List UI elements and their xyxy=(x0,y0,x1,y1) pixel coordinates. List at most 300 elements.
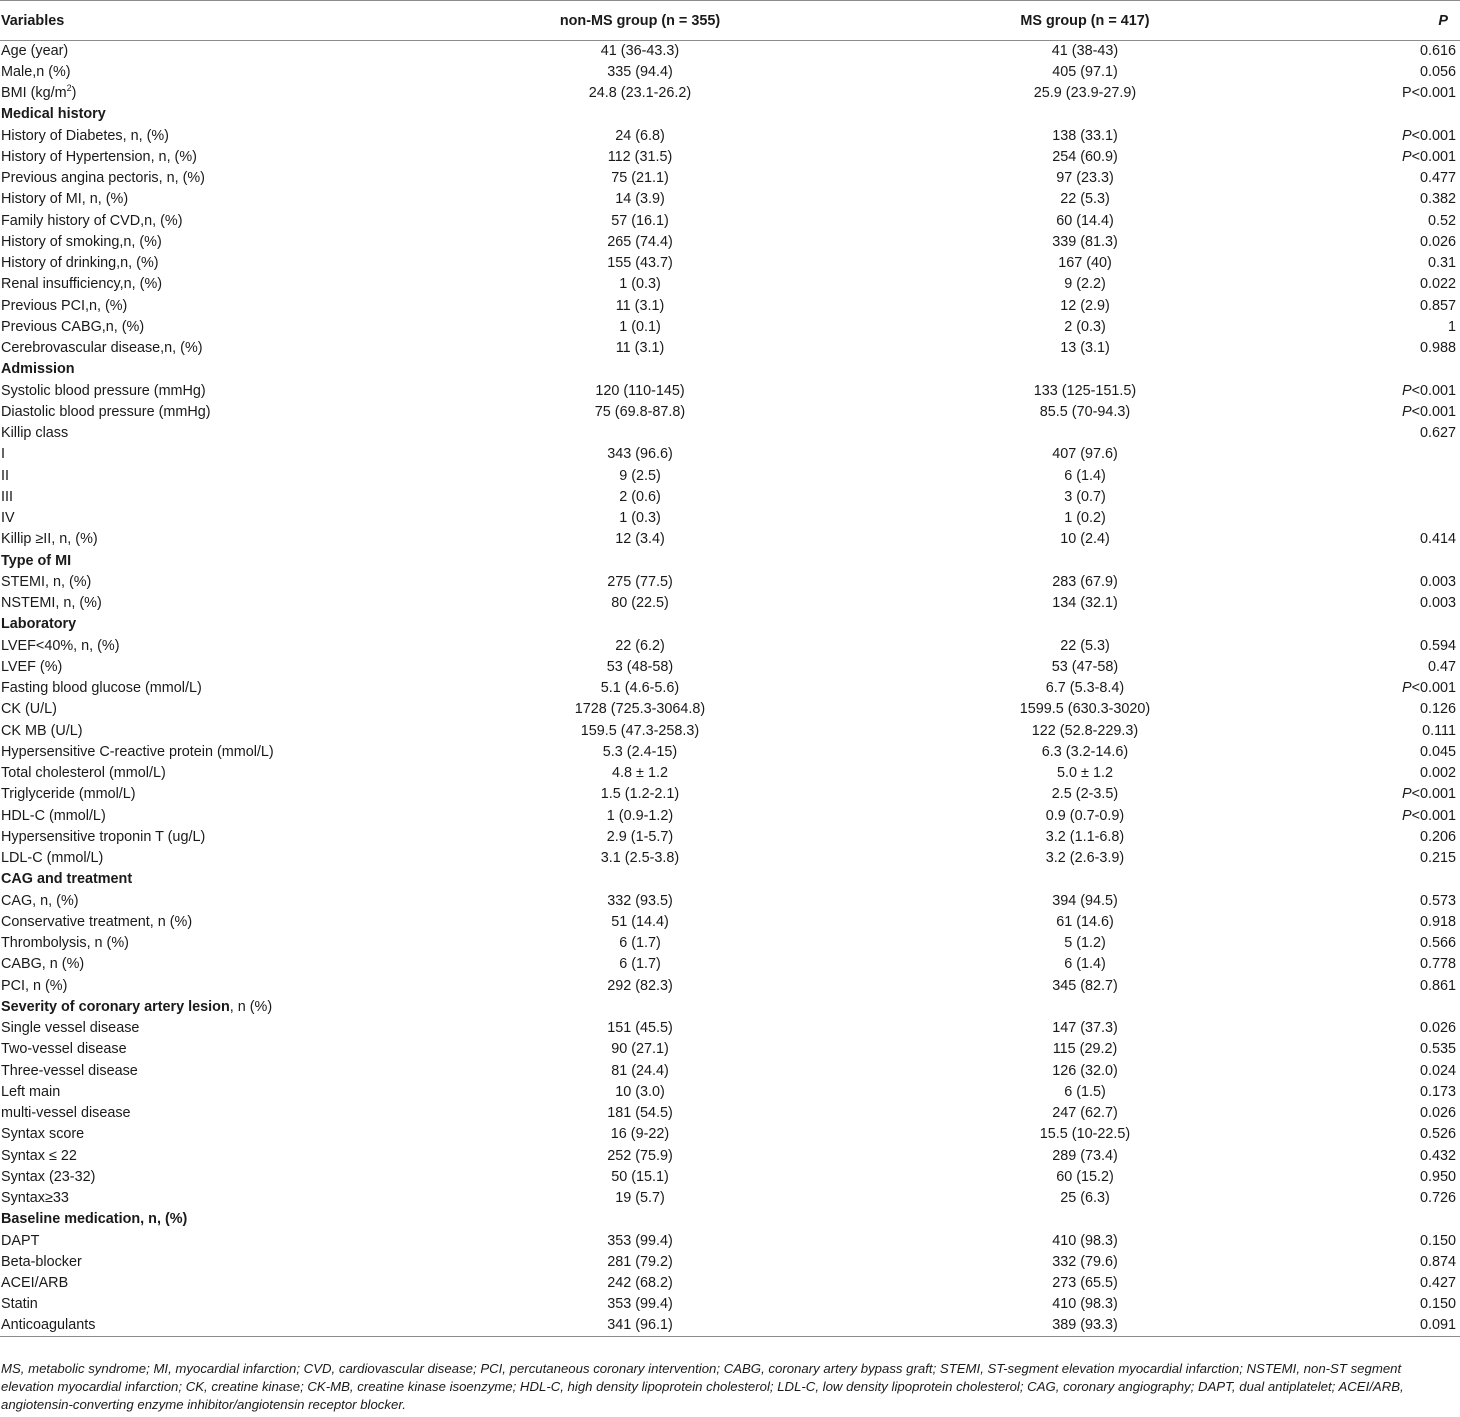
variable-label-text: Thrombolysis, n (%) xyxy=(1,935,129,952)
variable-label-text: IV xyxy=(1,510,15,527)
table-row xyxy=(0,954,1460,975)
table-row xyxy=(0,211,1460,232)
ms-value: 147 (37.3) xyxy=(1052,1020,1118,1037)
variable-label-text: Age (year) xyxy=(1,42,69,59)
variable-label xyxy=(0,784,410,805)
variable-label-text: Syntax score xyxy=(1,1126,85,1143)
table-row xyxy=(0,381,1460,402)
ms-value: 332 (79.6) xyxy=(1052,1253,1118,1270)
non-ms-value: 275 (77.5) xyxy=(607,573,673,590)
variable-label xyxy=(0,296,410,317)
p-symbol: P xyxy=(1401,807,1412,824)
section-row xyxy=(0,551,1460,572)
variable-label-text: Syntax≥33 xyxy=(1,1190,69,1207)
table-row xyxy=(0,232,1460,253)
variable-label-text: Diastolic blood pressure (mmHg) xyxy=(1,403,211,420)
header-variables: Variables xyxy=(0,1,410,41)
section-heading xyxy=(0,614,1460,635)
variable-label-text: CABG, n (%) xyxy=(1,956,85,973)
section-title: Type of MI xyxy=(1,552,72,569)
non-ms-value: 353 (99.4) xyxy=(607,1296,673,1313)
variable-label-text: Hypersensitive troponin T (ug/L) xyxy=(1,828,206,845)
ms-value: 5.0 ± 1.2 xyxy=(1057,765,1113,782)
header-p-value: P xyxy=(1300,1,1460,41)
ms-value: 22 (5.3) xyxy=(1060,191,1110,208)
ms-value: 3.2 (1.1-6.8) xyxy=(1045,828,1125,845)
table-row xyxy=(0,827,1460,848)
table-row xyxy=(0,912,1460,933)
p-value: 0.950 xyxy=(1419,1168,1456,1185)
section-row xyxy=(0,997,1460,1018)
ms-value: 60 (15.2) xyxy=(1056,1168,1114,1185)
ms-value: 53 (47-58) xyxy=(1051,658,1119,675)
p-value: 0.056 xyxy=(1419,63,1456,80)
non-ms-value: 242 (68.2) xyxy=(607,1275,673,1292)
ms-value xyxy=(870,423,1300,444)
variable-label xyxy=(0,1273,410,1294)
non-ms-value: 1 (0.9-1.2) xyxy=(606,807,674,824)
non-ms-value: 159.5 (47.3-258.3) xyxy=(580,722,700,739)
variable-label-text: III xyxy=(1,488,13,505)
ms-value: 61 (14.6) xyxy=(1056,913,1114,930)
non-ms-value: 5.1 (4.6-5.6) xyxy=(600,680,680,697)
non-ms-value: 22 (6.2) xyxy=(615,637,665,654)
table-footnote: MS, metabolic syndrome; MI, myocardial infarction; CVD, cardiovascular disease; PCI, percutaneous coronary intervention; CABG, coronary artery bypass graft; STEMI, ST-segment elevation myocardial infarction; NSTEMI, non-ST segment elevation myocardial infarction; CK, creatine kinase; CK-MB, creatine kinase isoenzyme; HDL-C, high density lipoprotein cholesterol; LDL-C, low density lipoprotein cholesterol; CAG, coronary angiography; DAPT, dual antiplatelet; ACEI/ARB, angiotensin-converting enzyme inhibitor/angiotensin receptor blocker. xyxy=(1,1361,1404,1412)
non-ms-value: 112 (31.5) xyxy=(607,148,673,165)
variable-label-text: Fasting blood glucose (mmol/L) xyxy=(1,680,202,697)
section-heading xyxy=(0,551,1460,572)
p-value: 0.477 xyxy=(1419,170,1456,187)
variable-label xyxy=(0,211,410,232)
table-row xyxy=(0,1273,1460,1294)
variable-label xyxy=(0,381,410,402)
non-ms-value: 120 (110-145) xyxy=(595,382,685,399)
variable-label-text: Total cholesterol (mmol/L) xyxy=(1,765,166,782)
p-value: P<0.001 xyxy=(1401,148,1456,165)
variable-label-text: Two-vessel disease xyxy=(1,1041,127,1058)
variable-label-text: Hypersensitive C-reactive protein (mmol/L) xyxy=(1,743,274,760)
table-header-row xyxy=(0,1,1460,41)
table-row xyxy=(0,806,1460,827)
table-row xyxy=(0,1146,1460,1167)
non-ms-value: 1.5 (1.2-2.1) xyxy=(600,786,680,803)
p-value: 0.022 xyxy=(1419,276,1456,293)
section-title: Admission xyxy=(1,361,75,378)
p-value: 0.616 xyxy=(1419,42,1456,59)
non-ms-value: 24 (6.8) xyxy=(615,127,665,144)
table-row xyxy=(0,721,1460,742)
ms-value: 6.7 (5.3-8.4) xyxy=(1045,680,1125,697)
non-ms-value xyxy=(410,423,870,444)
ms-value: 1 (0.2) xyxy=(1064,510,1106,527)
non-ms-value: 75 (69.8-87.8) xyxy=(594,403,686,420)
ms-value: 134 (32.1) xyxy=(1052,595,1118,612)
ms-value: 0.9 (0.7-0.9) xyxy=(1045,807,1125,824)
variable-label-text: History of drinking,n, (%) xyxy=(1,255,159,272)
p-value: 0.414 xyxy=(1419,531,1456,548)
section-row xyxy=(0,614,1460,635)
variable-label xyxy=(0,806,410,827)
table-row xyxy=(0,466,1460,487)
ms-value: 138 (33.1) xyxy=(1052,127,1118,144)
non-ms-value: 343 (96.6) xyxy=(607,446,673,463)
non-ms-value: 1 (0.3) xyxy=(619,510,661,527)
section-heading xyxy=(0,1209,1460,1230)
non-ms-value: 11 (3.1) xyxy=(615,340,665,357)
variable-label xyxy=(0,572,410,593)
variable-label-text: History of Hypertension, n, (%) xyxy=(1,148,197,165)
p-value: 0.31 xyxy=(1427,255,1456,272)
variable-label-text: History of Diabetes, n, (%) xyxy=(1,127,169,144)
table-row xyxy=(0,1231,1460,1252)
variable-label-text: II xyxy=(1,467,9,484)
non-ms-value: 3.1 (2.5-3.8) xyxy=(600,850,680,867)
ms-value: 85.5 (70-94.3) xyxy=(1039,403,1131,420)
variable-label xyxy=(0,41,410,62)
non-ms-value: 1 (0.3) xyxy=(619,276,661,293)
variable-label-text: LVEF (%) xyxy=(1,658,63,675)
ms-value: 6 (1.4) xyxy=(1064,956,1106,973)
section-row xyxy=(0,104,1460,125)
p-value: 0.206 xyxy=(1419,828,1456,845)
ms-value: 2.5 (2-3.5) xyxy=(1051,786,1119,803)
p-value: 0.594 xyxy=(1419,637,1456,654)
variable-label xyxy=(0,466,410,487)
variable-label-text: HDL-C (mmol/L) xyxy=(1,807,106,824)
p-value xyxy=(1300,487,1460,508)
p-value: 0.026 xyxy=(1419,1105,1456,1122)
p-value: 0.47 xyxy=(1427,658,1456,675)
ms-value: 410 (98.3) xyxy=(1052,1296,1118,1313)
p-value: P<0.001 xyxy=(1401,127,1456,144)
p-symbol: P xyxy=(1401,127,1412,144)
non-ms-value: 151 (45.5) xyxy=(607,1020,673,1037)
variable-label xyxy=(0,636,410,657)
variable-label xyxy=(0,1188,410,1209)
variable-label xyxy=(0,1146,410,1167)
ms-value: 405 (97.1) xyxy=(1052,63,1118,80)
table-row xyxy=(0,636,1460,657)
section-title: Laboratory xyxy=(1,616,77,633)
ms-value: 345 (82.7) xyxy=(1052,977,1118,994)
variable-label xyxy=(0,1103,410,1124)
non-ms-value: 332 (93.5) xyxy=(607,892,673,909)
section-title: Baseline medication, n, (%) xyxy=(1,1211,188,1228)
table-row xyxy=(0,529,1460,550)
p-value: 0.726 xyxy=(1419,1190,1456,1207)
variable-label-text: ACEI/ARB xyxy=(1,1275,69,1292)
ms-value: 247 (62.7) xyxy=(1052,1105,1118,1122)
p-value: 0.045 xyxy=(1419,743,1456,760)
variable-label xyxy=(0,338,410,359)
section-title: Medical history xyxy=(1,106,106,123)
table-row xyxy=(0,1188,1460,1209)
variable-label xyxy=(0,1082,410,1103)
p-value: 0.535 xyxy=(1419,1041,1456,1058)
p-value: 0.857 xyxy=(1419,297,1456,314)
p-value: P<0.001 xyxy=(1401,85,1456,102)
ms-value: 254 (60.9) xyxy=(1052,148,1118,165)
p-value: P<0.001 xyxy=(1401,680,1456,697)
variable-label-text: I xyxy=(1,446,5,463)
table-row xyxy=(0,487,1460,508)
p-value: 0.003 xyxy=(1419,595,1456,612)
non-ms-value: 2.9 (1-5.7) xyxy=(606,828,674,845)
p-value: 0.003 xyxy=(1419,573,1456,590)
non-ms-value: 4.8 ± 1.2 xyxy=(612,765,668,782)
variable-label xyxy=(0,1316,410,1337)
variable-label-text: Single vessel disease xyxy=(1,1020,140,1037)
p-symbol: P xyxy=(1401,680,1412,697)
section-heading xyxy=(0,869,1460,890)
non-ms-value: 41 (36-43.3) xyxy=(600,42,680,59)
variable-label xyxy=(0,1167,410,1188)
non-ms-value: 281 (79.2) xyxy=(607,1253,673,1270)
ms-value: 167 (40) xyxy=(1058,255,1112,272)
variable-label-text: Three-vessel disease xyxy=(1,1062,138,1079)
label-superscript: 2 xyxy=(66,83,72,94)
p-value: 0.566 xyxy=(1419,935,1456,952)
ms-value: 389 (93.3) xyxy=(870,1316,1300,1337)
variable-label xyxy=(0,1124,410,1145)
p-value: 0.024 xyxy=(1419,1062,1456,1079)
non-ms-value: 5.3 (2.4-15) xyxy=(602,743,678,760)
variable-label-text: Family history of CVD,n, (%) xyxy=(1,212,183,229)
non-ms-value: 10 (3.0) xyxy=(615,1083,665,1100)
non-ms-value: 90 (27.1) xyxy=(611,1041,669,1058)
variable-label-text: LDL-C (mmol/L) xyxy=(1,850,104,867)
variable-label-text: multi-vessel disease xyxy=(1,1105,131,1122)
table-row xyxy=(0,189,1460,210)
variable-label-text: DAPT xyxy=(1,1232,40,1249)
ms-value: 5 (1.2) xyxy=(1064,935,1106,952)
variable-label xyxy=(0,168,410,189)
table-row xyxy=(0,976,1460,997)
table-row xyxy=(0,699,1460,720)
variable-label-text: Left main xyxy=(1,1083,61,1100)
variable-label-text: Killip class xyxy=(1,425,69,442)
table-row xyxy=(0,338,1460,359)
variable-label-text: History of MI, n, (%) xyxy=(1,191,129,208)
section-heading xyxy=(0,997,1460,1018)
ms-value: 2 (0.3) xyxy=(1064,318,1106,335)
p-value: 0.215 xyxy=(1419,850,1456,867)
non-ms-value: 1 (0.1) xyxy=(619,318,661,335)
variable-label xyxy=(0,827,410,848)
p-value: P<0.001 xyxy=(1401,786,1456,803)
table-row xyxy=(0,1252,1460,1273)
table-row xyxy=(0,317,1460,338)
p-value: 0.52 xyxy=(1427,212,1456,229)
non-ms-value: 19 (5.7) xyxy=(615,1190,665,1207)
variable-label xyxy=(0,1061,410,1082)
ms-value: 9 (2.2) xyxy=(1064,276,1106,293)
variable-label xyxy=(0,508,410,529)
p-value: 0.173 xyxy=(1419,1083,1456,1100)
non-ms-value: 51 (14.4) xyxy=(611,913,669,930)
table-row xyxy=(0,402,1460,423)
variable-label xyxy=(0,274,410,295)
ms-value: 25.9 (23.9-27.9) xyxy=(1033,85,1137,102)
variable-label xyxy=(0,317,410,338)
non-ms-value: 252 (75.9) xyxy=(607,1147,673,1164)
ms-value: 122 (52.8-229.3) xyxy=(1031,722,1139,739)
p-value: 0.778 xyxy=(1419,956,1456,973)
table-row xyxy=(0,147,1460,168)
variable-label xyxy=(0,954,410,975)
variable-label-text: CK MB (U/L) xyxy=(1,722,83,739)
variable-label-text: Killip ≥II, n, (%) xyxy=(1,531,98,548)
p-value: P<0.001 xyxy=(1401,403,1456,420)
variable-label xyxy=(0,1252,410,1273)
table-row xyxy=(0,763,1460,784)
variable-label xyxy=(0,423,410,444)
p-symbol: P xyxy=(1401,403,1412,420)
table-row xyxy=(0,848,1460,869)
variable-label-text: NSTEMI, n, (%) xyxy=(1,595,102,612)
ms-value: 97 (23.3) xyxy=(1056,170,1114,187)
table-body xyxy=(0,41,1460,1337)
table-row xyxy=(0,933,1460,954)
table-row xyxy=(0,83,1460,104)
p-value xyxy=(1300,508,1460,529)
p-value: P<0.001 xyxy=(1401,382,1456,399)
non-ms-value: 1728 (725.3-3064.8) xyxy=(574,701,706,718)
ms-value: 273 (65.5) xyxy=(1052,1275,1118,1292)
table-row xyxy=(0,1018,1460,1039)
p-value: 0.091 xyxy=(1300,1316,1460,1337)
table-row xyxy=(0,508,1460,529)
table-row xyxy=(0,742,1460,763)
non-ms-value: 335 (94.4) xyxy=(607,63,673,80)
table-row xyxy=(0,1124,1460,1145)
p-value: 0.861 xyxy=(1419,977,1456,994)
variable-label xyxy=(0,529,410,550)
section-title-suffix: , n (%) xyxy=(229,998,273,1015)
table-row xyxy=(0,657,1460,678)
non-ms-value: 57 (16.1) xyxy=(611,212,669,229)
variable-label-text: Syntax (23-32) xyxy=(1,1168,96,1185)
non-ms-value: 75 (21.1) xyxy=(611,170,669,187)
ms-value: 115 (29.2) xyxy=(1052,1041,1118,1058)
non-ms-value: 12 (3.4) xyxy=(615,531,665,548)
non-ms-value: 2 (0.6) xyxy=(619,488,661,505)
ms-value: 12 (2.9) xyxy=(1060,297,1110,314)
variable-label xyxy=(0,657,410,678)
section-heading xyxy=(0,359,1460,380)
ms-value: 133 (125-151.5) xyxy=(1033,382,1137,399)
ms-value: 126 (32.0) xyxy=(1052,1062,1118,1079)
variable-label-text: Systolic blood pressure (mmHg) xyxy=(1,382,206,399)
non-ms-value: 16 (9-22) xyxy=(610,1126,670,1143)
variable-label xyxy=(0,891,410,912)
table-row xyxy=(0,1316,1460,1337)
variable-label-text: Previous CABG,n, (%) xyxy=(1,318,145,335)
ms-value: 410 (98.3) xyxy=(1052,1232,1118,1249)
variable-label xyxy=(0,848,410,869)
p-value: 0.988 xyxy=(1419,340,1456,357)
p-value: 0.874 xyxy=(1419,1253,1456,1270)
section-title: CAG and treatment xyxy=(1,871,133,888)
p-value: 0.111 xyxy=(1422,722,1456,739)
non-ms-value: 11 (3.1) xyxy=(615,297,665,314)
variable-label-text: Syntax ≤ 22 xyxy=(1,1147,77,1164)
ms-value: 407 (97.6) xyxy=(1052,446,1118,463)
variable-label-text: Conservative treatment, n (%) xyxy=(1,913,193,930)
table-row xyxy=(0,678,1460,699)
variable-label xyxy=(0,1231,410,1252)
ms-value: 25 (6.3) xyxy=(1060,1190,1110,1207)
p-symbol: P xyxy=(1401,786,1412,803)
variable-label-text: Triglyceride (mmol/L) xyxy=(1,786,136,803)
p-value: 0.432 xyxy=(1419,1147,1456,1164)
variable-label xyxy=(0,83,410,104)
p-value: 0.150 xyxy=(1419,1296,1456,1313)
variable-label xyxy=(0,126,410,147)
ms-value: 1599.5 (630.3-3020) xyxy=(1019,701,1151,718)
p-value: 0.627 xyxy=(1419,425,1456,442)
variable-label xyxy=(0,487,410,508)
variable-label xyxy=(0,699,410,720)
header-non-ms-group: non-MS group (n = 355) xyxy=(410,1,870,41)
table-row xyxy=(0,593,1460,614)
variable-label-text: Male,n (%) xyxy=(1,63,71,80)
variable-label xyxy=(0,721,410,742)
variable-label xyxy=(0,1039,410,1060)
table-row xyxy=(0,784,1460,805)
p-value: 0.126 xyxy=(1419,701,1456,718)
variable-label-text: Previous PCI,n, (%) xyxy=(1,297,128,314)
p-value: 0.526 xyxy=(1419,1126,1456,1143)
variable-label-text: STEMI, n, (%) xyxy=(1,573,92,590)
p-value: 0.026 xyxy=(1419,1020,1456,1037)
table-row xyxy=(0,1167,1460,1188)
p-value: 0.026 xyxy=(1419,233,1456,250)
ms-value: 283 (67.9) xyxy=(1052,573,1118,590)
variable-label-text: CK (U/L) xyxy=(1,701,57,718)
table-row xyxy=(0,41,1460,62)
p-symbol: P xyxy=(1401,148,1412,165)
p-value: 0.427 xyxy=(1419,1275,1456,1292)
table-row xyxy=(0,1082,1460,1103)
p-value: 0.150 xyxy=(1419,1232,1456,1249)
non-ms-value: 292 (82.3) xyxy=(607,977,673,994)
variable-label xyxy=(0,933,410,954)
p-value: 0.573 xyxy=(1419,892,1456,909)
p-symbol: P xyxy=(1401,382,1412,399)
variable-label-text: History of smoking,n, (%) xyxy=(1,233,162,250)
variable-label xyxy=(0,444,410,465)
variable-label xyxy=(0,1294,410,1315)
section-row xyxy=(0,869,1460,890)
table-row xyxy=(0,168,1460,189)
table-row xyxy=(0,423,1460,444)
ms-value: 10 (2.4) xyxy=(1060,531,1110,548)
variable-label xyxy=(0,253,410,274)
ms-value: 13 (3.1) xyxy=(1060,340,1110,357)
ms-value: 394 (94.5) xyxy=(1052,892,1118,909)
ms-value: 6 (1.4) xyxy=(1064,467,1106,484)
non-ms-value: 181 (54.5) xyxy=(607,1105,673,1122)
table-row xyxy=(0,126,1460,147)
variable-label xyxy=(0,593,410,614)
section-row xyxy=(0,1209,1460,1230)
header-ms-group: MS group (n = 417) xyxy=(870,1,1300,41)
variable-label-text: Beta-blocker xyxy=(1,1253,82,1270)
ms-value: 339 (81.3) xyxy=(1052,233,1118,250)
section-heading xyxy=(0,104,1460,125)
table-row xyxy=(0,1103,1460,1124)
